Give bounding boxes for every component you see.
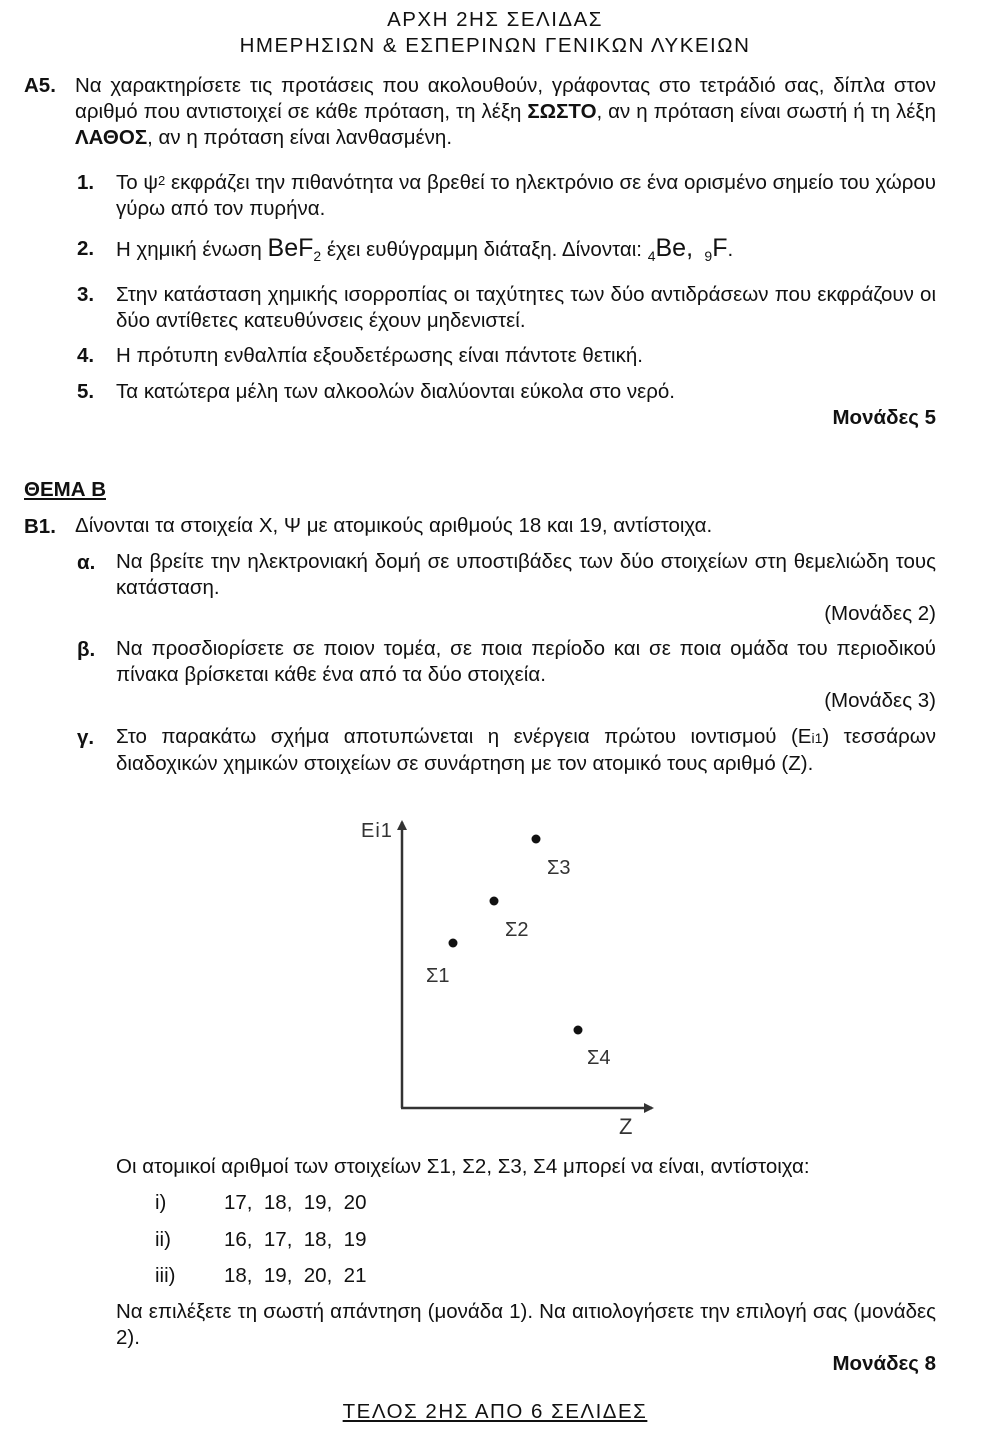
page-header-line1: ΑΡΧΗ 2ΗΣ ΣΕΛΙΔΑΣ (387, 8, 603, 31)
item-text: εκφράζει την πιθανότητα να βρεθεί το ηλεκτρόνιο σε ένα ορισμένο σημείο του χώρου γύρω από τον πυρήνα. (116, 171, 936, 220)
bold-word-lathos: ΛΑΘΟΣ (75, 126, 148, 149)
a5-item-number: 1. (77, 171, 95, 194)
data-point-label: Σ2 (505, 919, 529, 941)
item-text: Η χημική ένωση (116, 238, 268, 261)
chemical-formula: BeF (267, 234, 314, 262)
a5-item-4: Η πρότυπη ενθαλπία εξουδετέρωσης είναι πάντοτε θετική. (116, 344, 643, 367)
data-point-label: Σ1 (426, 965, 450, 987)
option-label: i) (155, 1191, 167, 1214)
option-values: 17, 18, 19, 20 (224, 1191, 367, 1214)
question-b1-text: Δίνονται τα στοιχεία Χ, Ψ με ατομικούς αριθμούς 18 και 19, αντίστοιχα. (75, 514, 713, 537)
gamma-text: Στο παρακάτω σχήμα αποτυπώνεται η ενέργεια πρώτου ιοντισμού (E (116, 725, 812, 748)
item-text: έχει ευθύγραμμη διάταξη. Δίνονται: (321, 238, 648, 261)
section-title-thema-b: ΘΕΜΑ Β (24, 478, 106, 501)
x-axis-label: Z (619, 1114, 633, 1139)
subquestion-beta-text: Να προσδιορίσετε σε ποιον τομέα, σε ποια περίοδο και σε ποια ομάδα του περιοδικού πίνακα βρίσκεται κάθε ένα από τα δύο στοιχεία. (116, 637, 936, 686)
data-point-marker (532, 835, 541, 844)
y-axis-label: Ei1 (361, 820, 393, 842)
intro-text: Να χαρακτηρίσετε τις προτάσεις που ακολουθούν, γράφοντας στο τετράδιό σας, δίπλα στον αριθμό που αντιστοιχεί σε κάθε πρόταση, τη λέξη (75, 74, 936, 123)
data-point-label: Σ4 (587, 1047, 611, 1069)
subquestion-alpha-marks: (Μονάδες 2) (824, 602, 936, 625)
data-point-marker (574, 1026, 583, 1035)
data-point-marker (449, 939, 458, 948)
option-values: 16, 17, 18, 19 (224, 1228, 367, 1251)
option-label: ii) (155, 1228, 171, 1251)
intro-text: , αν η πρόταση είναι λανθασμένη. (147, 126, 453, 149)
subscript: 2 (313, 248, 322, 264)
intro-text: , αν η πρόταση είναι σωστή ή τη λέξη (596, 100, 936, 123)
page-footer: ΤΕΛΟΣ 2ΗΣ ΑΠΟ 6 ΣΕΛΙΔΕΣ (342, 1400, 648, 1423)
question-a5-label: Α5. (24, 74, 56, 97)
item-text: . (727, 238, 734, 261)
a5-item-3: Στην κατάσταση χημικής ισορροπίας οι ταχύτητες των δύο αντιδράσεων που εκφράζουν οι δύο αντίθετες κατευθύνσεις έχουν μηδενιστεί. (116, 283, 936, 332)
superscript: 2 (158, 173, 166, 188)
subquestion-gamma-label: γ. (77, 726, 95, 749)
a5-item-number: 3. (77, 283, 95, 306)
question-b1-label: Β1. (24, 515, 56, 538)
data-point-marker (490, 897, 499, 906)
item-text: Το ψ (116, 171, 159, 194)
a5-item-number: 4. (77, 344, 95, 367)
option-values: 18, 19, 20, 21 (224, 1264, 367, 1287)
subquestion-alpha-label: α. (77, 551, 96, 574)
gamma-marks: Μονάδες 8 (832, 1352, 936, 1375)
option-label: iii) (155, 1264, 176, 1287)
atomic-number: 4 (647, 248, 656, 264)
element-symbol: F (712, 234, 728, 262)
data-point-label: Σ3 (547, 857, 571, 879)
a5-item-number: 5. (77, 380, 95, 403)
subscript: i1 (811, 730, 823, 746)
a5-marks: Μονάδες 5 (832, 406, 936, 429)
subquestion-beta-marks: (Μονάδες 3) (824, 689, 936, 712)
a5-item-5: Τα κατώτερα μέλη των αλκοολών διαλύονται εύκολα στο νερό. (116, 380, 675, 403)
page-header-line2: ΗΜΕΡΗΣΙΩΝ & ΕΣΠΕΡΙΝΩΝ ΓΕΝΙΚΩΝ ΛΥΚΕΙΩΝ (239, 34, 751, 57)
subquestion-alpha-text: Να βρείτε την ηλεκτρονιακή δομή σε υποστιβάδες των δύο στοιχείων στη θεμελιώδη τους κατάσταση. (116, 550, 936, 599)
atomic-number: 9 (704, 248, 713, 264)
element-symbol: Be, (655, 234, 694, 262)
gamma-text: ) τεσσάρων διαδοχικών χημικών στοιχείων σε συνάρτηση με τον ατομικό τους αριθμό (Z). (116, 725, 936, 775)
subquestion-beta-label: β. (77, 638, 96, 661)
gamma-instruction: Να επιλέξετε τη σωστή απάντηση (μονάδα 1). Να αιτιολογήσετε την επιλογή σας (μονάδες 2). (116, 1300, 936, 1349)
gamma-question: Οι ατομικοί αριθμοί των στοιχείων Σ1, Σ2, Σ3, Σ4 μπορεί να είναι, αντίστοιχα: (116, 1155, 810, 1178)
a5-item-number: 2. (77, 237, 95, 260)
bold-word-sosto: ΣΩΣΤΟ (527, 100, 597, 123)
